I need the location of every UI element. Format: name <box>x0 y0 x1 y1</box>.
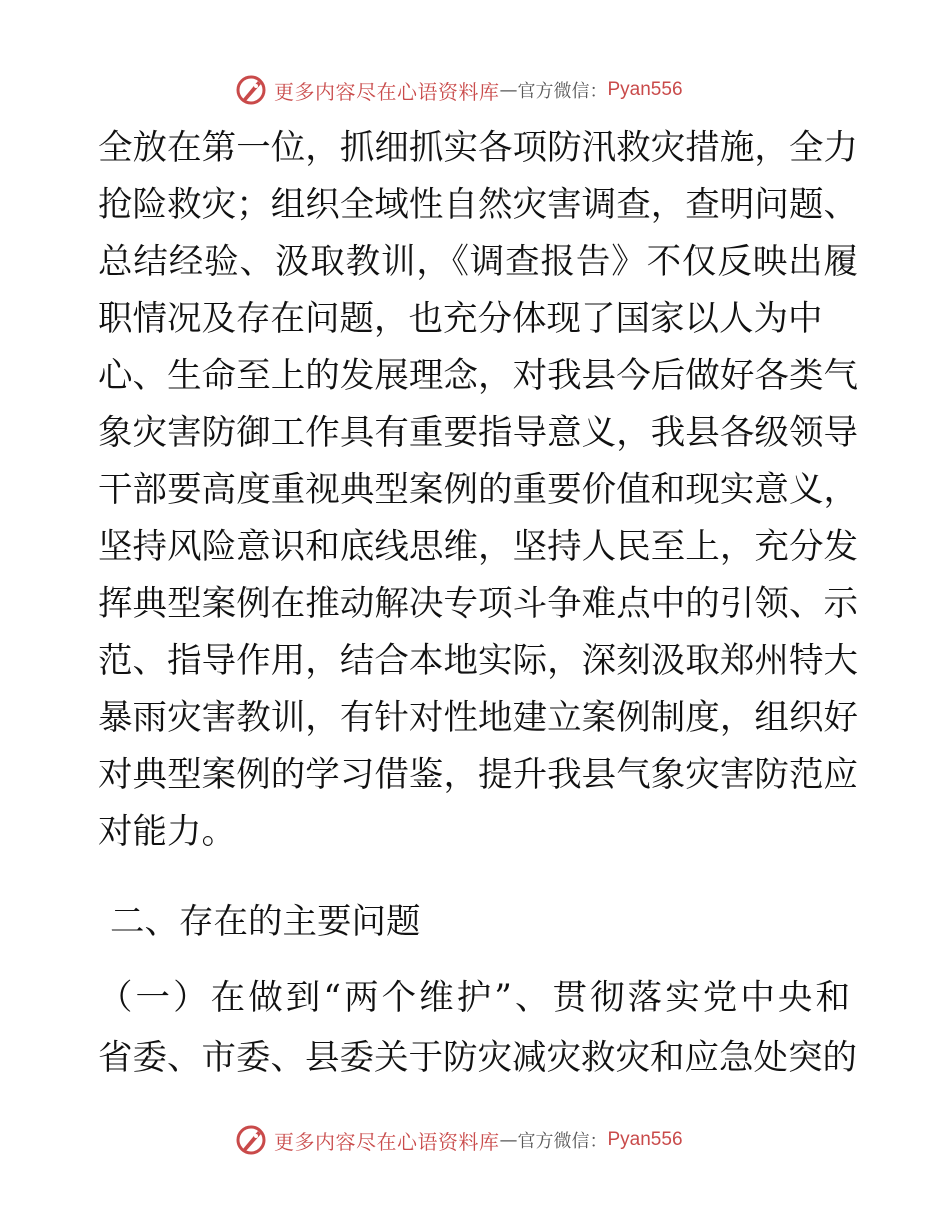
pen-logo-icon <box>234 73 268 107</box>
watermark-wechat-label: 官方微信： <box>517 1131 608 1152</box>
body-line: 省委、市委、县委关于防灾减灾救灾和应急处突的 <box>98 1038 857 1078</box>
body-line: 象灾害防御工作具有重要指导意义，我县各级领导 <box>98 413 858 453</box>
body-line: 心、生命至上的发展理念，对我县今后做好各类气 <box>98 356 858 396</box>
section-heading: 二、存在的主要问题 <box>110 902 421 942</box>
body-line: 对典型案例的学习借鉴，提升我县气象灾害防范应 <box>98 755 858 795</box>
body-line: （一）在做到“两个维护”、贯彻落实党中央和 <box>98 978 850 1018</box>
watermark-wechat-id: Pyan556 <box>607 79 683 100</box>
pen-logo-icon <box>234 1123 268 1157</box>
body-line: 范、指导作用，结合本地实际，深刻汲取郑州特大 <box>98 641 858 681</box>
body-line: 总结经验、汲取教训，《调查报告》不仅反映出履 <box>98 242 858 282</box>
body-paragraph <box>98 120 858 861</box>
watermark-dash: — <box>499 79 518 101</box>
body-line: 全放在第一位，抓细抓实各项防汛救灾措施，全力 <box>98 128 858 168</box>
watermark-main-text: 更多内容尽在心语资料库 <box>274 79 500 104</box>
body-line: 坚持风险意识和底线思维，坚持人民至上，充分发 <box>98 527 858 567</box>
body-line: 暴雨灾害教训，有针对性地建立案例制度，组织好 <box>98 698 858 738</box>
watermark-wechat-id: Pyan556 <box>607 1129 683 1150</box>
body-line: 干部要高度重视典型案例的重要价值和现实意义， <box>98 470 858 510</box>
body-line: 挥典型案例在推动解决专项斗争难点中的引领、示 <box>98 584 858 624</box>
body-line: 职情况及存在问题，也充分体现了国家以人为中 <box>98 299 823 339</box>
subsection-paragraph <box>98 968 857 1088</box>
header-watermark <box>234 72 683 108</box>
body-line: 对能力。 <box>98 812 236 852</box>
watermark-wechat-label: 官方微信： <box>517 81 608 102</box>
watermark-dash: — <box>499 1129 518 1151</box>
watermark-main-text: 更多内容尽在心语资料库 <box>274 1129 500 1154</box>
footer-watermark <box>234 1122 683 1158</box>
body-line: 抢险救灾；组织全域性自然灾害调查，查明问题、 <box>98 185 858 225</box>
